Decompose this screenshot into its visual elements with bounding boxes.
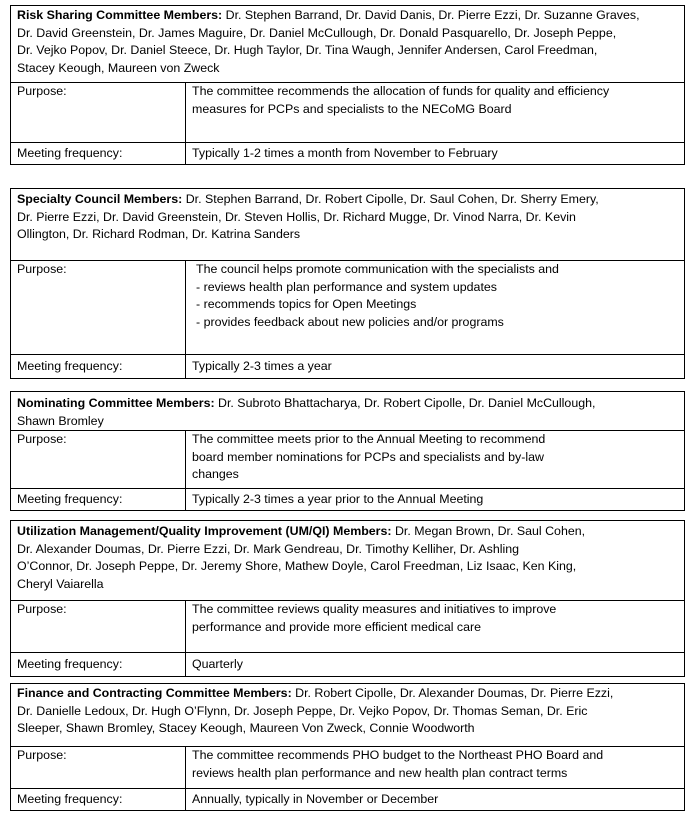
purpose-row xyxy=(11,82,684,142)
committee-title: Nominating Committee Members: xyxy=(17,396,215,410)
frequency-value: Annually, typically in November or December xyxy=(192,792,439,806)
purpose-row xyxy=(11,260,684,354)
frequency-value: Typically 2-3 times a year xyxy=(192,359,332,373)
risk-sharing-committee-table xyxy=(10,5,685,165)
members-line: Stacey Keough, Maureen von Zweck xyxy=(17,60,220,75)
frequency-row xyxy=(11,652,684,676)
frequency-label: Meeting frequency: xyxy=(11,143,186,164)
frequency-row xyxy=(11,142,684,164)
members-line: Ollington, Dr. Richard Rodman, Dr. Katrina Sanders xyxy=(17,227,301,241)
purpose-line: The council helps promote communication with the specialists and xyxy=(196,262,559,276)
committee-title: Finance and Contracting Committee Members: xyxy=(17,686,292,700)
purpose-line: measures for PCPs and specialists to the NECoMG Board xyxy=(192,101,512,116)
frequency-label: Meeting frequency: xyxy=(11,653,186,676)
frequency-label: Meeting frequency: xyxy=(11,789,186,810)
purpose-text xyxy=(186,601,684,652)
members-line: Dr. Stephen Barrand, Dr. Robert Cipolle, Dr. Saul Cohen, Dr. Sherry Emery, xyxy=(182,192,599,206)
purpose-text xyxy=(186,747,684,788)
specialty-council-table xyxy=(10,188,685,379)
finance-contracting-committee-table xyxy=(10,683,685,811)
frequency-label: Meeting frequency: xyxy=(11,355,186,378)
members-line: O’Connor, Dr. Joseph Peppe, Dr. Jeremy Shore, Mathew Doyle, Carol Freedman, Liz Isaac, Ken King, xyxy=(17,559,577,573)
committee-members xyxy=(11,395,684,430)
purpose-line: - provides feedback about new policies and/or programs xyxy=(196,314,504,329)
purpose-label: Purpose: xyxy=(11,261,186,354)
members-line: Cheryl Vaiarella xyxy=(17,576,104,591)
purpose-row xyxy=(11,600,684,652)
nominating-committee-table xyxy=(10,391,685,511)
frequency-text xyxy=(186,653,684,676)
purpose-line: - recommends topics for Open Meetings xyxy=(196,297,417,311)
purpose-line: - reviews health plan performance and system updates xyxy=(196,279,497,294)
frequency-value: Typically 1-2 times a month from November to February xyxy=(192,146,498,160)
members-line: Dr. Subroto Bhattacharya, Dr. Robert Cipolle, Dr. Daniel McCullough, xyxy=(214,396,596,410)
purpose-line: The committee recommends the allocation of funds for quality and efficiency xyxy=(192,84,610,98)
committee-members xyxy=(11,191,684,244)
um-qi-committee-table xyxy=(10,520,685,677)
committee-title: Utilization Management/Quality Improvement (UM/QI) Members: xyxy=(17,524,392,538)
committee-members xyxy=(11,685,684,738)
frequency-row xyxy=(11,488,684,510)
purpose-line: board member nominations for PCPs and specialists and by-law xyxy=(192,449,544,464)
purpose-text xyxy=(186,431,684,488)
committee-members xyxy=(11,523,684,593)
frequency-text xyxy=(186,489,684,510)
frequency-text xyxy=(186,355,684,378)
members-line: Dr. Vejko Popov, Dr. Daniel Steece, Dr. Hugh Taylor, Dr. Tina Waugh, Jennifer Andersen, Carol Freedman, xyxy=(17,43,598,57)
purpose-row xyxy=(11,746,684,788)
members-line: Dr. Alexander Doumas, Dr. Pierre Ezzi, Dr. Mark Gendreau, Dr. Timothy Kelliher, Dr. Ashling xyxy=(17,541,520,556)
members-line: Dr. Danielle Ledoux, Dr. Hugh O’Flynn, Dr. Joseph Peppe, Dr. Vejko Popov, Dr. Thomas Seman, Dr. Eric xyxy=(17,703,588,718)
members-line: Sleeper, Shawn Bromley, Stacey Keough, Maureen Von Zweck, Connie Woodworth xyxy=(17,721,475,735)
members-line: Dr. Pierre Ezzi, Dr. David Greenstein, Dr. Steven Hollis, Dr. Richard Mugge, Dr. Vinod Narra, Dr. Kevin xyxy=(17,209,576,224)
committee-title: Risk Sharing Committee Members: xyxy=(17,8,223,22)
purpose-label: Purpose: xyxy=(11,601,186,652)
frequency-text xyxy=(186,143,684,164)
purpose-text xyxy=(186,261,684,354)
committee-members xyxy=(11,7,684,77)
frequency-row xyxy=(11,788,684,810)
purpose-text xyxy=(186,83,684,142)
frequency-row xyxy=(11,354,684,378)
purpose-line: The committee recommends PHO budget to the Northeast PHO Board and xyxy=(192,748,604,762)
purpose-line: performance and provide more efficient medical care xyxy=(192,619,482,634)
frequency-label: Meeting frequency: xyxy=(11,489,186,510)
purpose-line: The committee meets prior to the Annual Meeting to recommend xyxy=(192,432,546,446)
purpose-label: Purpose: xyxy=(11,83,186,142)
frequency-value: Typically 2-3 times a year prior to the Annual Meeting xyxy=(192,492,484,506)
purpose-line: The committee reviews quality measures and initiatives to improve xyxy=(192,602,557,616)
members-line: Dr. David Greenstein, Dr. James Maguire, Dr. Daniel McCullough, Dr. Donald Pasquarello, Dr. Joseph Peppe, xyxy=(17,25,617,40)
members-line: Dr. Stephen Barrand, Dr. David Danis, Dr. Pierre Ezzi, Dr. Suzanne Graves, xyxy=(222,8,640,22)
members-line: Dr. Megan Brown, Dr. Saul Cohen, xyxy=(391,524,586,538)
frequency-text xyxy=(186,789,684,810)
purpose-row xyxy=(11,430,684,488)
purpose-label: Purpose: xyxy=(11,431,186,488)
committee-title: Specialty Council Members: xyxy=(17,192,183,206)
purpose-label: Purpose: xyxy=(11,747,186,788)
purpose-line: reviews health plan performance and new health plan contract terms xyxy=(192,765,568,780)
frequency-value: Quarterly xyxy=(192,657,243,671)
members-line: Shawn Bromley xyxy=(17,413,104,428)
members-line: Dr. Robert Cipolle, Dr. Alexander Doumas, Dr. Pierre Ezzi, xyxy=(291,686,614,700)
purpose-line: changes xyxy=(192,467,239,481)
